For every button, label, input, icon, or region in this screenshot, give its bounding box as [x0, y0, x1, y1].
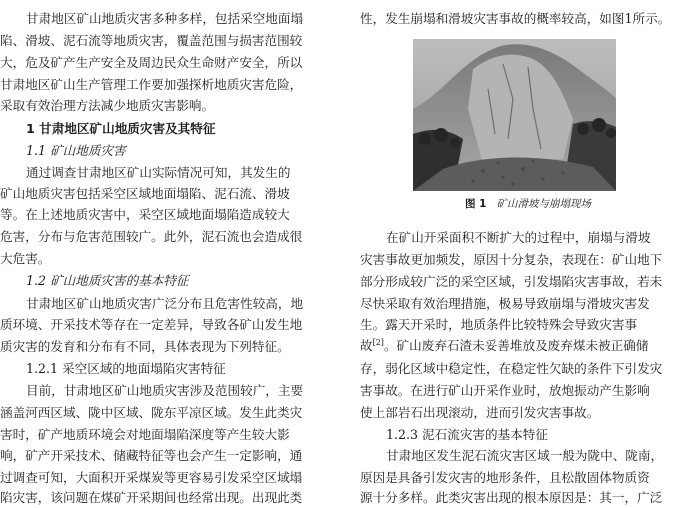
paragraph-line: 通过调查甘肃地区矿山实际情况可知，其发生的: [26, 165, 291, 180]
paragraph-line: 质环境、开采技术等存在一定差异，导致各矿山发生地: [0, 317, 303, 332]
paragraph-line: 甘肃地区矿山地质灾害广泛分布且危害性较高，地: [26, 296, 304, 311]
line-start: 故: [360, 338, 373, 353]
subsubsection-heading: 1.2.1 采空区域的地面塌陷灾害特征: [26, 361, 226, 376]
paragraph-line: 害事故。在进行矿山开采作业时，放炮振动产生影响: [360, 383, 650, 398]
subsection-heading: 1.1 矿山地质灾害: [26, 143, 126, 158]
citation-ref[interactable]: [2]: [372, 337, 384, 347]
paragraph-line: 甘肃地区矿山生产管理工作要加强探析地质灾害危险，: [0, 77, 303, 92]
landslide-photo: [413, 39, 616, 191]
subsection-heading: 1.2 矿山地质灾害的基本特征: [26, 273, 189, 288]
paragraph-line: 采取有效治理方法减少地质灾害影响。: [0, 98, 215, 113]
paragraph-line: 生。露天开采时，地质条件比较特殊会导致灾害事: [360, 317, 638, 332]
paragraph-line: 甘肃地区矿山地质灾害多种多样，包括采空地面塌: [26, 11, 304, 26]
paragraph-line: 响，矿产开采技术、储藏特征等也会产生一定影响，通: [0, 448, 303, 463]
paragraph-line: 涵盖河西区域、陇中区域、陇东平凉区域。发生此类灾: [0, 405, 303, 420]
paragraph-line: 矿山地质灾害包括采空区域地面塌陷、泥石流、滑坡: [0, 186, 290, 201]
paragraph-line: 等。在上述地质灾害中，采空区域地面塌陷造成较大: [0, 207, 290, 222]
paragraph-line: 甘肃地区发生泥石流灾害区域一般为陇中、陇南，: [386, 448, 664, 463]
figure-title: 矿山滑坡与崩塌现场: [496, 198, 591, 210]
line-end: 。矿山废弃石渣未妥善堆放及废弃煤未被正确储: [383, 338, 649, 353]
paragraph-line: 陷、滑坡、泥石流等地质灾害，覆盖范围与损害范围较: [0, 33, 303, 48]
paragraph-line: 害时，矿产地质环境会对地面塌陷深度等产生较大影: [0, 427, 290, 442]
paragraph-line: 过调查可知，大面积开采煤炭等更容易引发采空区域塌: [0, 470, 303, 485]
subsubsection-heading: 1.2.3 泥石流灾害的基本特征: [386, 427, 548, 442]
paragraph-line: 尽快采取有效治理措施，极易导致崩塌与滑坡灾害发: [360, 296, 650, 311]
paragraph-line: 陷灾害，该问题在煤矿开采期间也经常出现。出现此类: [0, 490, 303, 505]
paragraph-line: 源十分多样。此类灾害出现的根本原因是：其一，广泛: [360, 490, 663, 505]
paragraph-line: 原因是具备引发灾害的地形条件，且松散固体物质资: [360, 470, 650, 485]
paragraph-line: 质灾害的发育和分布有不同，具体表现为下列特征。: [0, 339, 290, 354]
figure-label: 图 1: [465, 198, 487, 210]
paragraph-line: 灾害事故更加频发，原因十分复杂，表现在：矿山地下: [360, 252, 663, 267]
paragraph-line: 使上部岩石出现滚动，进而引发灾害事故。: [360, 405, 600, 420]
paragraph-line: 存，弱化区域中稳定性，在稳定性欠缺的条件下引发灾: [360, 361, 663, 376]
paragraph-line: 在矿山开采面积不断扩大的过程中，崩塌与滑坡: [386, 230, 651, 245]
section-heading: 1 甘肃地区矿山地质灾害及其特征: [26, 121, 216, 136]
paragraph-line: 目前，甘肃地区矿山地质灾害涉及范围较广，主要: [26, 383, 304, 398]
figure-caption: [360, 196, 696, 212]
paragraph-line: [360, 336, 648, 356]
paragraph-line: 性，发生崩塌和滑坡灾害事故的概率较高，如图1所示。: [360, 11, 671, 26]
paragraph-line: 大，危及矿产生产安全及周边民众生命财产安全，所以: [0, 55, 303, 70]
paragraph-line: 部分形成较广泛的采空区域，引发塌陷灾害事故，若未: [360, 274, 663, 289]
paragraph-line: 危害，分布与危害范围较广。此外，泥石流也会造成很: [0, 229, 303, 244]
paragraph-line: 大危害。: [0, 251, 51, 266]
